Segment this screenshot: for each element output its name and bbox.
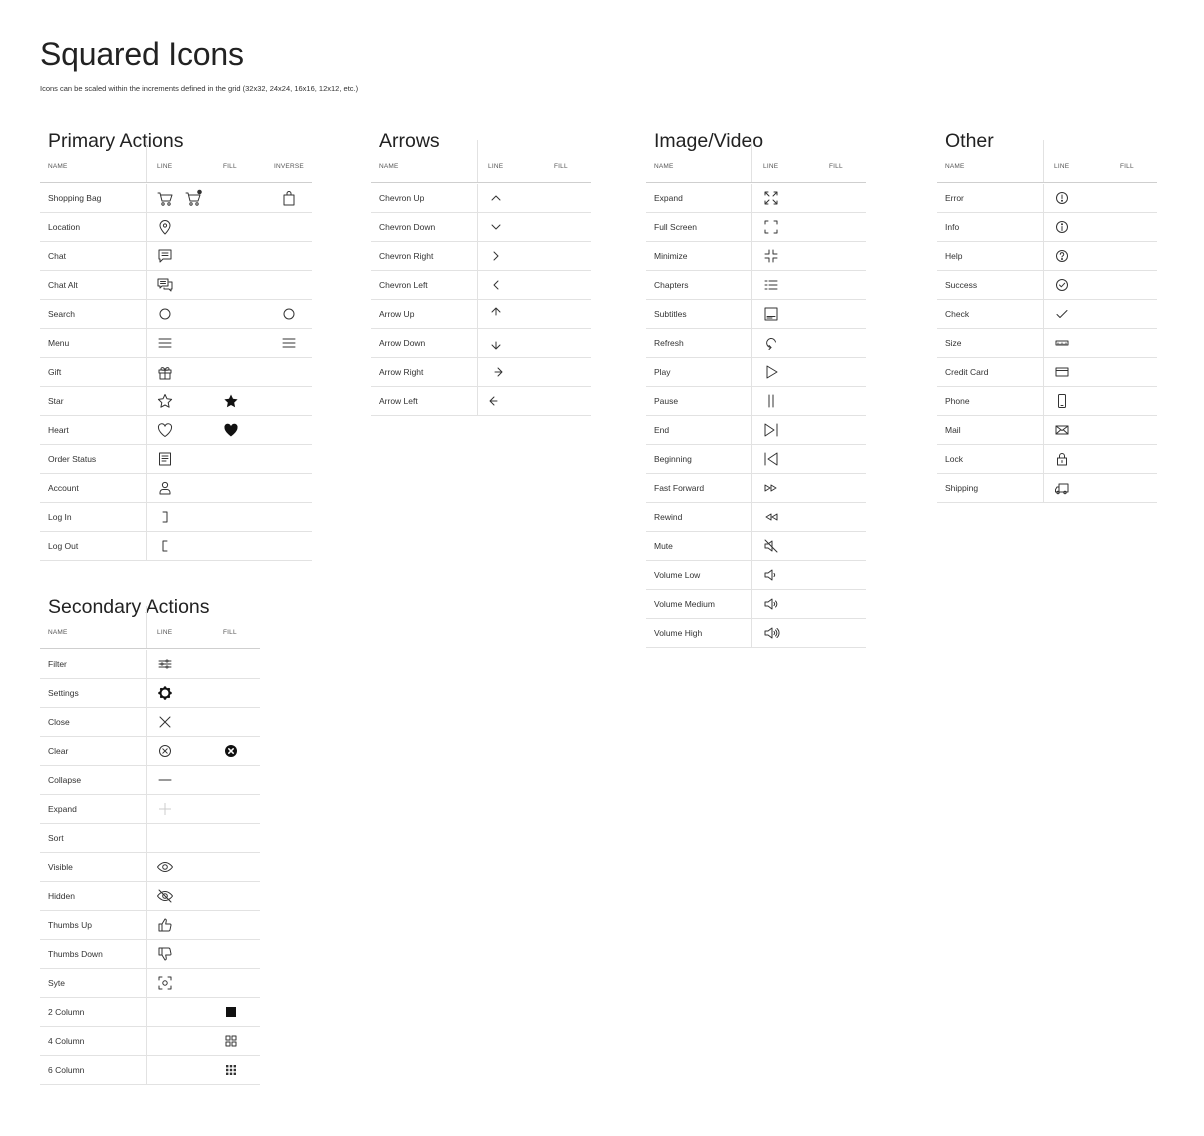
row-label: Chevron Right bbox=[379, 251, 434, 261]
table-row bbox=[40, 650, 260, 679]
column-header-line: LINE bbox=[1054, 163, 1070, 170]
table-row bbox=[937, 416, 1157, 445]
table-row bbox=[937, 358, 1157, 387]
table-row bbox=[937, 300, 1157, 329]
heart-outline-icon bbox=[156, 421, 174, 439]
table-row bbox=[40, 911, 260, 940]
column-header-fill: FILL bbox=[554, 163, 568, 170]
row-label: Visible bbox=[48, 862, 73, 872]
pause-icon bbox=[762, 392, 780, 410]
play-icon bbox=[762, 363, 780, 381]
row-label: Menu bbox=[48, 338, 70, 348]
row-label: Info bbox=[945, 222, 960, 232]
table-header bbox=[937, 140, 1157, 183]
row-label: Full Screen bbox=[654, 222, 697, 232]
search-icon bbox=[280, 305, 298, 323]
expand-plus-icon bbox=[156, 800, 174, 818]
row-label: Arrow Left bbox=[379, 396, 418, 406]
row-label: Pause bbox=[654, 396, 679, 406]
row-label: Settings bbox=[48, 688, 79, 698]
thumbs-down-icon bbox=[156, 945, 174, 963]
table-row bbox=[646, 590, 866, 619]
table-row bbox=[646, 271, 866, 300]
beginning-icon bbox=[762, 450, 780, 468]
log-in-icon bbox=[156, 508, 174, 526]
table-row bbox=[371, 387, 591, 416]
row-label: Arrow Down bbox=[379, 338, 426, 348]
table-row bbox=[646, 503, 866, 532]
arrow-right-icon bbox=[487, 363, 505, 381]
mute-icon bbox=[762, 537, 780, 555]
row-label: Star bbox=[48, 396, 64, 406]
row-label: Log Out bbox=[48, 541, 79, 551]
row-label: Expand bbox=[48, 804, 77, 814]
column-header-fill: FILL bbox=[1120, 163, 1134, 170]
column-header-name: NAME bbox=[379, 163, 399, 170]
menu-icon bbox=[280, 334, 298, 352]
log-out-icon bbox=[156, 537, 174, 555]
table-row bbox=[646, 387, 866, 416]
table-row bbox=[937, 271, 1157, 300]
row-label: Arrow Right bbox=[379, 367, 424, 377]
table-row bbox=[40, 242, 312, 271]
table-row bbox=[371, 329, 591, 358]
full-screen-icon bbox=[762, 218, 780, 236]
arrow-down-icon bbox=[487, 334, 505, 352]
section-title: Arrows bbox=[379, 130, 440, 152]
row-label: Subtitles bbox=[654, 309, 687, 319]
table-row bbox=[40, 824, 260, 853]
table-row bbox=[40, 969, 260, 998]
row-label: Location bbox=[48, 222, 81, 232]
section-title: Secondary Actions bbox=[48, 596, 210, 618]
table-row bbox=[40, 940, 260, 969]
column-header-fill: FILL bbox=[223, 629, 237, 636]
eye-icon bbox=[156, 858, 174, 876]
table-row bbox=[40, 532, 312, 561]
row-label: Gift bbox=[48, 367, 62, 377]
credit-card-icon bbox=[1053, 363, 1071, 381]
row-label: Mute bbox=[654, 541, 673, 551]
row-label: Order Status bbox=[48, 454, 97, 464]
row-label: Clear bbox=[48, 746, 69, 756]
volume-medium-icon bbox=[762, 595, 780, 613]
table-row bbox=[40, 766, 260, 795]
table-row bbox=[646, 416, 866, 445]
row-label: Hidden bbox=[48, 891, 75, 901]
table-row bbox=[937, 213, 1157, 242]
row-label: Size bbox=[945, 338, 962, 348]
table-row bbox=[646, 619, 866, 648]
table-row bbox=[646, 561, 866, 590]
page-title: Squared Icons bbox=[40, 36, 244, 72]
column-header-line: LINE bbox=[157, 629, 173, 636]
chevron-right-icon bbox=[487, 247, 505, 265]
row-label: Chat bbox=[48, 251, 66, 261]
table-row bbox=[646, 184, 866, 213]
row-label: Mail bbox=[945, 425, 961, 435]
table-row bbox=[937, 387, 1157, 416]
table-row bbox=[371, 271, 591, 300]
account-icon bbox=[156, 479, 174, 497]
chevron-up-icon bbox=[487, 189, 505, 207]
row-label: Volume High bbox=[654, 628, 703, 638]
media-expand-icon bbox=[762, 189, 780, 207]
table-header bbox=[40, 606, 260, 649]
row-label: Thumbs Up bbox=[48, 920, 92, 930]
row-label: Shopping Bag bbox=[48, 193, 102, 203]
table-row bbox=[40, 416, 312, 445]
error-icon bbox=[1053, 189, 1071, 207]
column-header-line: LINE bbox=[763, 163, 779, 170]
heart-filled-icon bbox=[222, 421, 240, 439]
row-label: 6 Column bbox=[48, 1065, 85, 1075]
table-row bbox=[646, 213, 866, 242]
table-row bbox=[646, 445, 866, 474]
row-label: Chat Alt bbox=[48, 280, 78, 290]
collapse-minus-icon bbox=[156, 771, 174, 789]
star-filled-icon bbox=[222, 392, 240, 410]
row-label: 2 Column bbox=[48, 1007, 85, 1017]
table-row bbox=[40, 503, 312, 532]
row-label: Play bbox=[654, 367, 671, 377]
column-header-inverse: INVERSE bbox=[274, 163, 304, 170]
table-row bbox=[646, 532, 866, 561]
table-row bbox=[371, 184, 591, 213]
gift-icon bbox=[156, 363, 174, 381]
star-outline-icon bbox=[156, 392, 174, 410]
row-label: Heart bbox=[48, 425, 69, 435]
settings-gear-icon bbox=[156, 684, 174, 702]
table-row bbox=[40, 1027, 260, 1056]
column-header-line: LINE bbox=[488, 163, 504, 170]
table-row bbox=[371, 300, 591, 329]
order-status-icon bbox=[156, 450, 174, 468]
table-row bbox=[40, 853, 260, 882]
row-label: Beginning bbox=[654, 454, 692, 464]
column-header-name: NAME bbox=[654, 163, 674, 170]
minimize-icon bbox=[762, 247, 780, 265]
check-icon bbox=[1053, 305, 1071, 323]
shopping-bag-icon bbox=[280, 189, 298, 207]
row-label: Syte bbox=[48, 978, 66, 988]
column-header-name: NAME bbox=[48, 629, 68, 636]
row-label: Phone bbox=[945, 396, 970, 406]
eye-off-icon bbox=[156, 887, 174, 905]
row-label: Arrow Up bbox=[379, 309, 415, 319]
chapters-icon bbox=[762, 276, 780, 294]
two-column-icon bbox=[222, 1003, 240, 1021]
mail-icon bbox=[1053, 421, 1071, 439]
row-label: Collapse bbox=[48, 775, 82, 785]
rewind-icon bbox=[762, 508, 780, 526]
volume-high-icon bbox=[762, 624, 780, 642]
row-label: Search bbox=[48, 309, 75, 319]
shipping-truck-icon bbox=[1053, 479, 1071, 497]
row-label: Volume Medium bbox=[654, 599, 715, 609]
page-subtitle: Icons can be scaled within the increments defined in the grid (32x32, 24x24, 16x16, 12x12, etc.) bbox=[40, 84, 359, 93]
arrow-up-icon bbox=[487, 305, 505, 323]
table-row bbox=[371, 358, 591, 387]
refresh-icon bbox=[762, 334, 780, 352]
section-title: Other bbox=[945, 130, 994, 152]
table-row bbox=[937, 329, 1157, 358]
row-label: Rewind bbox=[654, 512, 683, 522]
row-label: Close bbox=[48, 717, 70, 727]
table-row bbox=[937, 445, 1157, 474]
table-row bbox=[937, 242, 1157, 271]
table-row bbox=[40, 271, 312, 300]
column-header-name: NAME bbox=[945, 163, 965, 170]
table-row bbox=[40, 737, 260, 766]
cart-alt-icon bbox=[184, 189, 202, 207]
row-label: Error bbox=[945, 193, 964, 203]
end-icon bbox=[762, 421, 780, 439]
column-header-fill: FILL bbox=[829, 163, 843, 170]
table-row bbox=[371, 213, 591, 242]
row-label: Chapters bbox=[654, 280, 689, 290]
row-label: Shipping bbox=[945, 483, 979, 493]
row-label: Credit Card bbox=[945, 367, 989, 377]
clear-circle-filled-icon bbox=[222, 742, 240, 760]
cart-icon bbox=[156, 189, 174, 207]
search-icon bbox=[156, 305, 174, 323]
row-label: Account bbox=[48, 483, 79, 493]
table-row bbox=[646, 242, 866, 271]
table-row bbox=[371, 242, 591, 271]
table-row bbox=[40, 358, 312, 387]
menu-icon bbox=[156, 334, 174, 352]
table-row bbox=[40, 387, 312, 416]
row-label: Chevron Left bbox=[379, 280, 428, 290]
phone-icon bbox=[1053, 392, 1071, 410]
info-icon bbox=[1053, 218, 1071, 236]
row-label: Lock bbox=[945, 454, 963, 464]
row-label: Expand bbox=[654, 193, 683, 203]
fast-forward-icon bbox=[762, 479, 780, 497]
table-row bbox=[40, 329, 312, 358]
four-column-icon bbox=[222, 1032, 240, 1050]
table-row bbox=[40, 1056, 260, 1085]
table-header bbox=[40, 140, 312, 183]
section-title: Image/Video bbox=[654, 130, 764, 152]
syte-scan-icon bbox=[156, 974, 174, 992]
row-label: Log In bbox=[48, 512, 72, 522]
lock-icon bbox=[1053, 450, 1071, 468]
subtitles-icon bbox=[762, 305, 780, 323]
chat-icon bbox=[156, 247, 174, 265]
six-column-icon bbox=[222, 1061, 240, 1079]
row-label: Check bbox=[945, 309, 970, 319]
column-header-line: LINE bbox=[157, 163, 173, 170]
table-row bbox=[40, 795, 260, 824]
filter-icon bbox=[156, 655, 174, 673]
row-label: Thumbs Down bbox=[48, 949, 103, 959]
row-label: Fast Forward bbox=[654, 483, 705, 493]
table-row bbox=[937, 184, 1157, 213]
row-label: Volume Low bbox=[654, 570, 701, 580]
row-label: End bbox=[654, 425, 670, 435]
table-row bbox=[40, 474, 312, 503]
row-label: Refresh bbox=[654, 338, 684, 348]
column-header-name: NAME bbox=[48, 163, 68, 170]
row-label: Minimize bbox=[654, 251, 688, 261]
table-row bbox=[646, 300, 866, 329]
chat-alt-icon bbox=[156, 276, 174, 294]
table-row bbox=[40, 213, 312, 242]
row-label: Sort bbox=[48, 833, 64, 843]
volume-low-icon bbox=[762, 566, 780, 584]
table-row bbox=[40, 679, 260, 708]
table-row bbox=[40, 882, 260, 911]
thumbs-up-icon bbox=[156, 916, 174, 934]
table-row bbox=[937, 474, 1157, 503]
table-row bbox=[646, 329, 866, 358]
table-header bbox=[646, 140, 866, 183]
table-row bbox=[646, 358, 866, 387]
row-label: 4 Column bbox=[48, 1036, 85, 1046]
table-row bbox=[646, 474, 866, 503]
row-label: Chevron Down bbox=[379, 222, 436, 232]
chevron-down-icon bbox=[487, 218, 505, 236]
clear-circle-icon bbox=[156, 742, 174, 760]
table-row bbox=[40, 445, 312, 474]
column-header-fill: FILL bbox=[223, 163, 237, 170]
close-icon bbox=[156, 713, 174, 731]
table-header bbox=[371, 140, 591, 183]
arrow-left-icon bbox=[487, 392, 505, 410]
success-icon bbox=[1053, 276, 1071, 294]
help-icon bbox=[1053, 247, 1071, 265]
table-row bbox=[40, 184, 312, 213]
row-label: Filter bbox=[48, 659, 67, 669]
row-label: Chevron Up bbox=[379, 193, 425, 203]
table-row bbox=[40, 998, 260, 1027]
table-row bbox=[40, 708, 260, 737]
location-pin-icon bbox=[156, 218, 174, 236]
table-row bbox=[40, 300, 312, 329]
section-title: Primary Actions bbox=[48, 130, 184, 152]
chevron-left-icon bbox=[487, 276, 505, 294]
row-label: Help bbox=[945, 251, 963, 261]
row-label: Success bbox=[945, 280, 978, 290]
size-ruler-icon bbox=[1053, 334, 1071, 352]
